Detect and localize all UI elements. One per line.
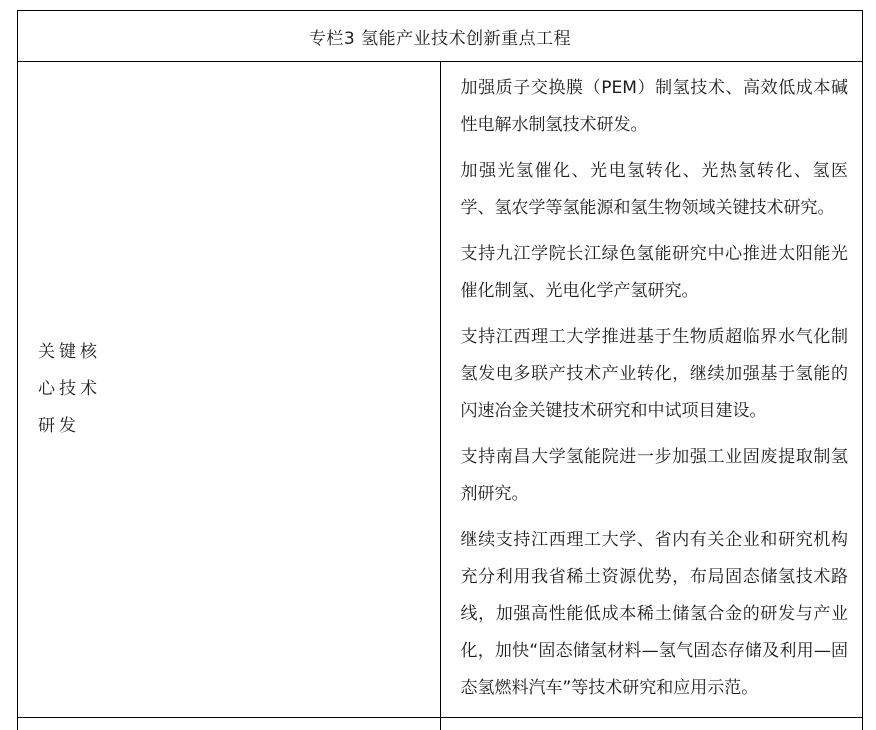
continuation-row: [18, 718, 863, 730]
section-content: [440, 62, 863, 718]
content-paragraph: 继续支持江西理工大学、省内有关企业和研究机构充分利用我省稀土资源优势，布局固态储氢技术路线，加强高性能低成本稀土储氢合金的研发与产业化，加快“固态储氢材料—氢气固态存储及利用—固态氢燃料汽车”等技术研究和应用示范。: [461, 522, 849, 707]
table-title: 专栏3 氢能产业技术创新重点工程: [18, 11, 863, 62]
content-paragraph: 加强质子交换膜（PEM）制氢技术、高效低成本碱性电解水制氢技术研发。: [461, 70, 849, 144]
content-paragraph: 加强光氢催化、光电氢转化、光热氢转化、氢医学、氢农学等氢能源和氢生物领域关键技术研究。: [461, 153, 849, 227]
title-row: [18, 11, 863, 62]
project-table: [17, 10, 863, 730]
continuation-cell-left: [18, 718, 441, 730]
section-label: [18, 62, 441, 718]
continuation-cell-right: [440, 718, 863, 730]
section-label-line: 研发: [38, 408, 432, 445]
content-paragraph: 支持江西理工大学推进基于生物质超临界水气化制氢发电多联产技术产业转化，继续加强基于氢能的闪速冶金关键技术研究和中试项目建设。: [461, 319, 849, 430]
content-paragraph: 支持南昌大学氢能院进一步加强工业固废提取制氢剂研究。: [461, 439, 849, 513]
content-paragraph: 支持九江学院长江绿色氢能研究中心推进太阳能光催化制氢、光电化学产氢研究。: [461, 236, 849, 310]
content-row: [18, 62, 863, 718]
section-label-line: 关键核: [38, 334, 432, 371]
section-label-line: 心技术: [38, 371, 432, 408]
